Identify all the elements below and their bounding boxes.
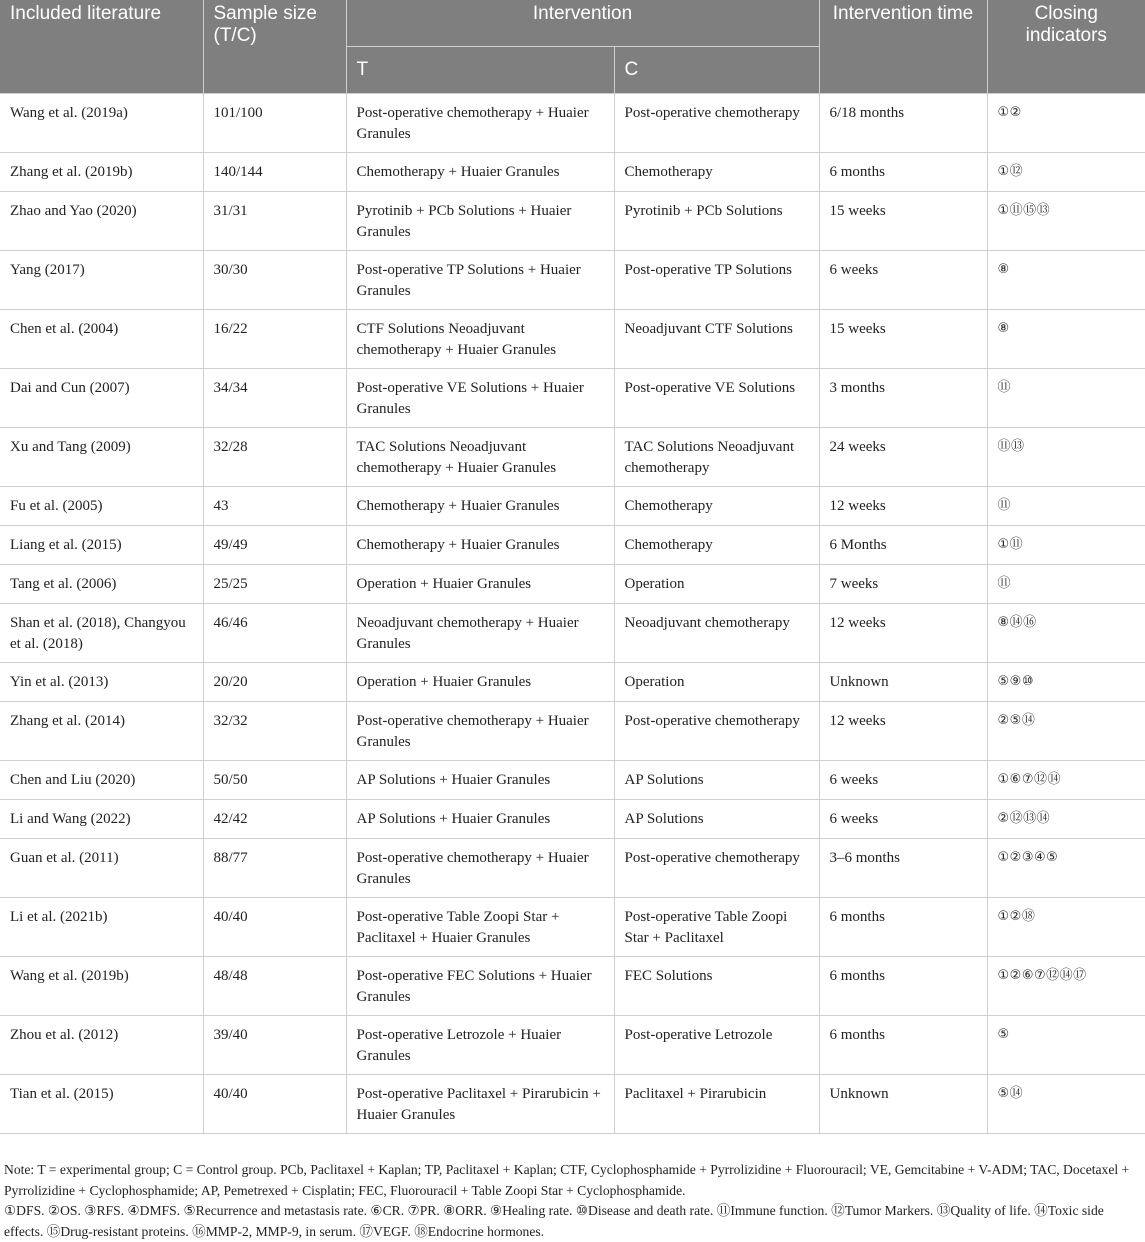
cell-intervention-t: Post-operative chemotherapy + Huaier Granules [346, 94, 614, 153]
cell-intervention-c: AP Solutions [614, 800, 819, 839]
cell-sample-size: 31/31 [203, 192, 346, 251]
cell-literature: Wang et al. (2019a) [0, 94, 203, 153]
cell-closing-indicators: ⑪ [987, 487, 1145, 526]
cell-sample-size: 34/34 [203, 369, 346, 428]
cell-intervention-time: 6 weeks [819, 800, 987, 839]
cell-intervention-time: 6 months [819, 153, 987, 192]
cell-sample-size: 42/42 [203, 800, 346, 839]
cell-intervention-time: 6 months [819, 1016, 987, 1075]
cell-closing-indicators: ①②③④⑤ [987, 839, 1145, 898]
cell-intervention-time: 12 weeks [819, 604, 987, 663]
cell-closing-indicators: ⑧ [987, 310, 1145, 369]
cell-literature: Fu et al. (2005) [0, 487, 203, 526]
cell-intervention-c: Post-operative Letrozole [614, 1016, 819, 1075]
cell-intervention-t: Operation + Huaier Granules [346, 565, 614, 604]
cell-closing-indicators: ①⑫ [987, 153, 1145, 192]
cell-closing-indicators: ①②⑱ [987, 898, 1145, 957]
cell-intervention-t: Post-operative Paclitaxel + Pirarubicin + Huaier Granules [346, 1075, 614, 1134]
cell-literature: Tian et al. (2015) [0, 1075, 203, 1134]
table-row [0, 761, 1145, 800]
table-row [0, 153, 1145, 192]
cell-intervention-c: Post-operative chemotherapy [614, 94, 819, 153]
cell-sample-size: 30/30 [203, 251, 346, 310]
cell-sample-size: 50/50 [203, 761, 346, 800]
abbreviation-note: Note: T = experimental group; C = Control group. PCb, Paclitaxel + Kaplan; TP, Paclitaxel + Kaplan; CTF, Cyclophosphamide + Pyrrolizidine + Fluorouracil; VE, Gemcitabine + V-ADM; TAC, Docetaxel + Pyrrolizidine + Cyclophosphamide; AP, Pemetrexed + Cisplatin; FEC, Fluorouracil + Table Zoopi Star + Cyclophosphamide. [4, 1162, 1130, 1198]
cell-closing-indicators: ⑧⑭⑯ [987, 604, 1145, 663]
cell-intervention-t: Post-operative Letrozole + Huaier Granules [346, 1016, 614, 1075]
cell-literature: Chen and Liu (2020) [0, 761, 203, 800]
cell-closing-indicators: ①⑪ [987, 526, 1145, 565]
cell-intervention-t: Neoadjuvant chemotherapy + Huaier Granules [346, 604, 614, 663]
cell-intervention-t: TAC Solutions Neoadjuvant chemotherapy + Huaier Granules [346, 428, 614, 487]
cell-intervention-time: 15 weeks [819, 192, 987, 251]
table-row [0, 565, 1145, 604]
cell-literature: Zhang et al. (2019b) [0, 153, 203, 192]
table-row [0, 310, 1145, 369]
cell-closing-indicators: ①②⑥⑦⑫⑭⑰ [987, 957, 1145, 1016]
cell-intervention-t: Chemotherapy + Huaier Granules [346, 153, 614, 192]
cell-intervention-t: Post-operative chemotherapy + Huaier Granules [346, 839, 614, 898]
header-intervention-c: C [614, 46, 819, 93]
cell-intervention-c: Pyrotinib + PCb Solutions [614, 192, 819, 251]
cell-sample-size: 101/100 [203, 94, 346, 153]
cell-intervention-c: TAC Solutions Neoadjuvant chemotherapy [614, 428, 819, 487]
table-row [0, 487, 1145, 526]
table-row [0, 663, 1145, 702]
cell-sample-size: 48/48 [203, 957, 346, 1016]
cell-intervention-t: Post-operative chemotherapy + Huaier Granules [346, 702, 614, 761]
table-row [0, 94, 1145, 153]
cell-sample-size: 46/46 [203, 604, 346, 663]
cell-intervention-c: Post-operative Table Zoopi Star + Paclitaxel [614, 898, 819, 957]
header-included-literature: Included literature [0, 0, 203, 94]
cell-intervention-time: 6/18 months [819, 94, 987, 153]
cell-intervention-t: Post-operative TP Solutions + Huaier Granules [346, 251, 614, 310]
cell-intervention-c: Post-operative VE Solutions [614, 369, 819, 428]
cell-intervention-t: Pyrotinib + PCb Solutions + Huaier Granules [346, 192, 614, 251]
table-row [0, 702, 1145, 761]
cell-intervention-t: Post-operative VE Solutions + Huaier Granules [346, 369, 614, 428]
cell-intervention-t: AP Solutions + Huaier Granules [346, 761, 614, 800]
cell-intervention-c: Post-operative TP Solutions [614, 251, 819, 310]
table-row [0, 192, 1145, 251]
cell-intervention-time: 3 months [819, 369, 987, 428]
cell-literature: Li and Wang (2022) [0, 800, 203, 839]
cell-closing-indicators: ⑪ [987, 369, 1145, 428]
cell-closing-indicators: ⑤⑭ [987, 1075, 1145, 1134]
cell-literature: Dai and Cun (2007) [0, 369, 203, 428]
cell-closing-indicators: ②⑫⑬⑭ [987, 800, 1145, 839]
cell-intervention-time: 6 weeks [819, 251, 987, 310]
cell-closing-indicators: ⑪ [987, 565, 1145, 604]
cell-intervention-time: Unknown [819, 663, 987, 702]
cell-intervention-t: Chemotherapy + Huaier Granules [346, 526, 614, 565]
cell-intervention-c: Post-operative chemotherapy [614, 702, 819, 761]
cell-closing-indicators: ②⑤⑭ [987, 702, 1145, 761]
cell-sample-size: 16/22 [203, 310, 346, 369]
cell-intervention-t: Post-operative FEC Solutions + Huaier Granules [346, 957, 614, 1016]
cell-sample-size: 140/144 [203, 153, 346, 192]
cell-literature: Yang (2017) [0, 251, 203, 310]
cell-intervention-c: Chemotherapy [614, 526, 819, 565]
table-row [0, 1075, 1145, 1134]
cell-intervention-time: Unknown [819, 1075, 987, 1134]
cell-closing-indicators: ⑪⑬ [987, 428, 1145, 487]
cell-literature: Yin et al. (2013) [0, 663, 203, 702]
table-header [0, 0, 1145, 94]
cell-sample-size: 88/77 [203, 839, 346, 898]
cell-sample-size: 32/32 [203, 702, 346, 761]
cell-literature: Li et al. (2021b) [0, 898, 203, 957]
cell-closing-indicators: ①⑥⑦⑫⑭ [987, 761, 1145, 800]
table-row [0, 957, 1145, 1016]
cell-intervention-time: 12 weeks [819, 702, 987, 761]
cell-intervention-c: Chemotherapy [614, 153, 819, 192]
cell-intervention-c: Paclitaxel + Pirarubicin [614, 1075, 819, 1134]
cell-literature: Guan et al. (2011) [0, 839, 203, 898]
cell-intervention-t: Operation + Huaier Granules [346, 663, 614, 702]
cell-intervention-c: AP Solutions [614, 761, 819, 800]
table-row [0, 800, 1145, 839]
table-row [0, 251, 1145, 310]
cell-intervention-t: Chemotherapy + Huaier Granules [346, 487, 614, 526]
cell-intervention-c: Neoadjuvant chemotherapy [614, 604, 819, 663]
cell-literature: Zhou et al. (2012) [0, 1016, 203, 1075]
cell-intervention-time: 6 months [819, 898, 987, 957]
table-body [0, 94, 1145, 1134]
cell-sample-size: 39/40 [203, 1016, 346, 1075]
cell-literature: Xu and Tang (2009) [0, 428, 203, 487]
cell-intervention-time: 24 weeks [819, 428, 987, 487]
cell-intervention-t: AP Solutions + Huaier Granules [346, 800, 614, 839]
cell-intervention-time: 12 weeks [819, 487, 987, 526]
header-sample-size: Sample size (T/C) [203, 0, 346, 94]
cell-intervention-c: Operation [614, 663, 819, 702]
indicator-legend: ①DFS. ②OS. ③RFS. ④DMFS. ⑤Recurrence and metastasis rate. ⑥CR. ⑦PR. ⑧ORR. ⑨Healing rate. ⑩Disease and death rate. ⑪Immune function. ⑫Tumor Markers. ⑬Quality of life. ⑭Toxic side effects. ⑮Drug-resistant proteins. ⑯MMP-2, MMP-9, in serum. ⑰VEGF. ⑱Endocrine hormones. [4, 1203, 1104, 1239]
cell-intervention-c: Neoadjuvant CTF Solutions [614, 310, 819, 369]
cell-sample-size: 32/28 [203, 428, 346, 487]
cell-intervention-time: 6 Months [819, 526, 987, 565]
cell-intervention-time: 3–6 months [819, 839, 987, 898]
cell-literature: Shan et al. (2018), Changyou et al. (2018) [0, 604, 203, 663]
table-row [0, 898, 1145, 957]
cell-literature: Wang et al. (2019b) [0, 957, 203, 1016]
header-intervention-t: T [346, 46, 614, 93]
cell-sample-size: 43 [203, 487, 346, 526]
cell-intervention-c: Operation [614, 565, 819, 604]
cell-closing-indicators: ①② [987, 94, 1145, 153]
cell-intervention-c: FEC Solutions [614, 957, 819, 1016]
cell-intervention-time: 15 weeks [819, 310, 987, 369]
cell-intervention-t: CTF Solutions Neoadjuvant chemotherapy + Huaier Granules [346, 310, 614, 369]
cell-intervention-t: Post-operative Table Zoopi Star + Paclitaxel + Huaier Granules [346, 898, 614, 957]
table-row [0, 839, 1145, 898]
table-row [0, 428, 1145, 487]
header-closing-indicators: Closing indicators [987, 0, 1145, 94]
cell-literature: Chen et al. (2004) [0, 310, 203, 369]
cell-closing-indicators: ⑧ [987, 251, 1145, 310]
cell-literature: Tang et al. (2006) [0, 565, 203, 604]
cell-closing-indicators: ⑤⑨⑩ [987, 663, 1145, 702]
cell-closing-indicators: ⑤ [987, 1016, 1145, 1075]
cell-literature: Zhang et al. (2014) [0, 702, 203, 761]
table-row [0, 1016, 1145, 1075]
cell-sample-size: 25/25 [203, 565, 346, 604]
cell-intervention-time: 7 weeks [819, 565, 987, 604]
table-row [0, 604, 1145, 663]
cell-literature: Liang et al. (2015) [0, 526, 203, 565]
cell-sample-size: 40/40 [203, 1075, 346, 1134]
header-intervention-time: Intervention time [819, 0, 987, 94]
cell-sample-size: 49/49 [203, 526, 346, 565]
cell-literature: Zhao and Yao (2020) [0, 192, 203, 251]
table-row [0, 369, 1145, 428]
cell-intervention-time: 6 weeks [819, 761, 987, 800]
cell-sample-size: 20/20 [203, 663, 346, 702]
cell-intervention-c: Post-operative chemotherapy [614, 839, 819, 898]
table-row [0, 526, 1145, 565]
cell-closing-indicators: ①⑪⑮⑬ [987, 192, 1145, 251]
cell-intervention-time: 6 months [819, 957, 987, 1016]
cell-intervention-c: Chemotherapy [614, 487, 819, 526]
cell-sample-size: 40/40 [203, 898, 346, 957]
table-notes [4, 1160, 1142, 1242]
header-intervention: Intervention [346, 0, 819, 46]
